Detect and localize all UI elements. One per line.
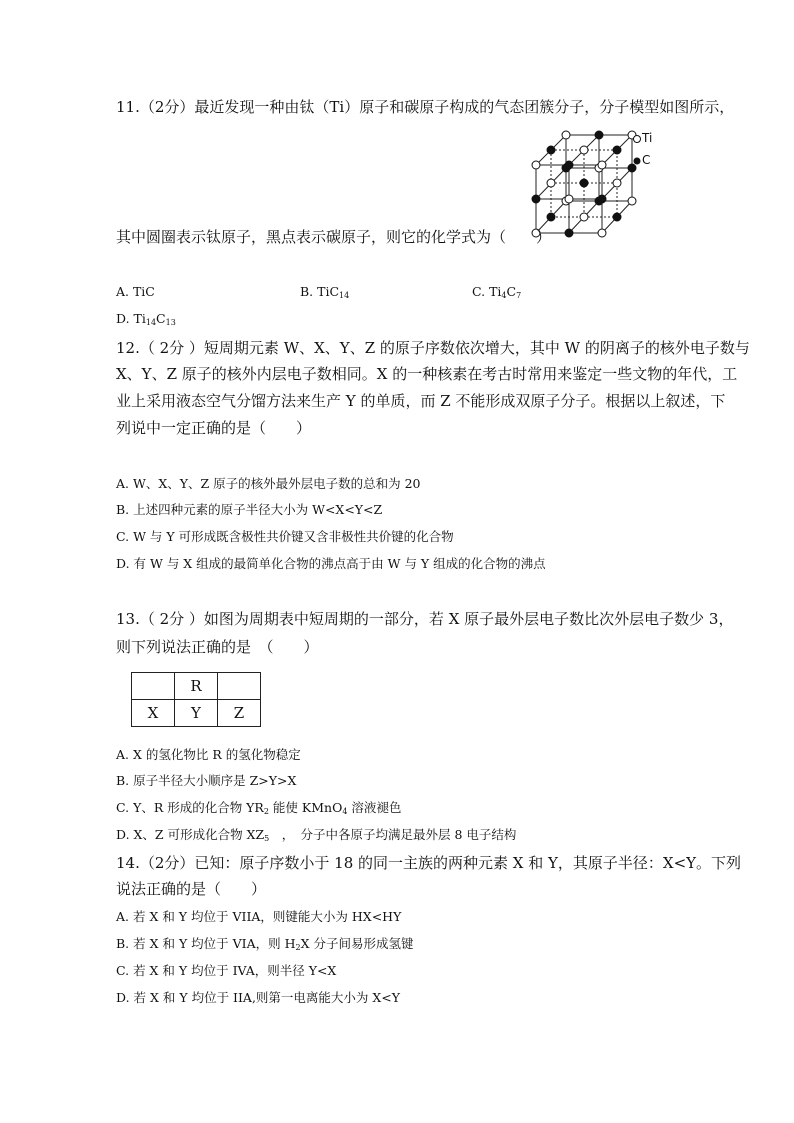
legend-c-marker — [634, 158, 641, 165]
c-atom — [565, 161, 573, 169]
q12-option-d[interactable]: D. 有 W 与 X 组成的最简单化合物的沸点高于由 W 与 Y 组成的化合物的沸点 — [116, 556, 546, 571]
ti-atom — [580, 146, 588, 154]
q13-stem-line1: 13.（ 2分 ）如图为周期表中短周期的一部分，若 X 原子最外层电子数比次外层电子数少 3， — [116, 610, 734, 628]
q11-option-d[interactable]: D. $Ti_{14}C_{13}$ — [116, 311, 176, 327]
c-atom — [532, 195, 540, 203]
q12-option-a[interactable]: A. W、X、Y、Z 原子的核外最外层电子数的总和为 20 — [116, 476, 421, 491]
q14-option-c[interactable]: C. 若 X 和 Y 均位于 IVA，则半径 Y<X — [116, 963, 337, 978]
ti-atom — [580, 213, 588, 221]
q12-stem-line3: 业上采用液态空气分馏方法来生产 Y 的单质，而 Z 不能形成双原子分子。根据以上叙述，下 — [116, 392, 726, 410]
ti-atom — [598, 229, 606, 237]
table-cell: X — [132, 700, 175, 727]
q14-option-d[interactable]: D. 若 X 和 Y 均位于 IIA,则第一电离能大小为 X<Y — [116, 990, 401, 1005]
c-atom — [598, 195, 606, 203]
table-cell: Y — [175, 700, 218, 727]
q13-option-b[interactable]: B. 原子半径大小顺序是 Z>Y>X — [116, 773, 297, 788]
q14-stem-line2: 说法正确的是（ ） — [116, 880, 267, 898]
ti-atom — [562, 131, 570, 139]
q12-option-c[interactable]: C. W 与 Y 可形成既含极性共价键又含非极性共价键的化合物 — [116, 529, 454, 544]
q12-stem-line2: X、Y、Z 原子的核外内层电子数相同。X 的一种核素在考古时常用来鉴定一些文物的年代，工 — [116, 365, 738, 383]
q11-option-a[interactable]: A. TiC — [116, 284, 155, 299]
q11-stem-line2: 其中圆圈表示钛原子，黑点表示碳原子，则它的化学式为（ ） — [116, 228, 552, 246]
table-cell — [218, 673, 261, 700]
q12-stem-line4: 列说中一定正确的是（ ） — [116, 419, 312, 437]
q12-stem-line1: 12.（ 2分 ）短周期元素 W、X、Y、Z 的原子序数依次增大，其中 W 的阴离子的核外电子数与 — [116, 339, 750, 357]
c-atom — [580, 179, 588, 187]
q11-stem-line1: 11.（2分）最近发现一种由钛（Ti）原子和碳原子构成的气态团簇分子，分子模型如图所示， — [116, 98, 735, 116]
legend-ti-label: Ti — [642, 131, 653, 145]
ti-atom — [532, 161, 540, 169]
c-atom — [613, 146, 621, 154]
ti-atom — [613, 179, 621, 187]
c-atom — [613, 213, 621, 221]
c-atom — [628, 164, 636, 172]
c-atom — [565, 229, 573, 237]
c-atom — [547, 213, 555, 221]
legend-ti-marker — [634, 136, 641, 143]
c-atom — [595, 131, 603, 139]
periodic-table-fragment — [131, 672, 261, 727]
q14-option-b[interactable]: B. 若 X 和 Y 均位于 VIA，则 $H_2X$ 分子间易形成氢键 — [116, 936, 414, 952]
ti-atom — [628, 197, 636, 205]
table-cell — [132, 673, 175, 700]
q12-option-b[interactable]: B. 上述四种元素的原子半径大小为 W<X<Y<Z — [116, 502, 383, 517]
table-cell: R — [175, 673, 218, 700]
q11-option-b[interactable]: B. TiC$_{14}$ — [300, 284, 350, 300]
ti-atom — [598, 161, 606, 169]
ti-atom — [547, 179, 555, 187]
q14-option-a[interactable]: A. 若 X 和 Y 均位于 VIIA，则键能大小为 HX<HY — [116, 909, 402, 924]
q14-stem-line1: 14.（2分）已知：原子序数小于 18 的同一主族的两种元素 X 和 Y，其原子半径：X<Y。下列 — [116, 854, 742, 872]
q13-option-d[interactable]: D. X、Z 可形成化合物 $XZ_5$ ， 分子中各原子均满足最外层 8 电子结构 — [116, 827, 517, 843]
q13-option-c[interactable]: C. Y、R 形成的化合物 $YR_2$ 能使 KMnO$_4$ 溶液褪色 — [116, 800, 402, 816]
legend-c-label: C — [642, 153, 651, 167]
table-cell: Z — [218, 700, 261, 727]
ti-atom — [565, 195, 573, 203]
q11-option-c[interactable]: C. $Ti_4C_7$ — [472, 284, 522, 300]
q13-stem-line2: 则下列说法正确的是 （ ） — [116, 638, 319, 656]
c-atom — [547, 146, 555, 154]
q13-option-a[interactable]: A. X 的氢化物比 R 的氢化物稳定 — [116, 747, 301, 762]
